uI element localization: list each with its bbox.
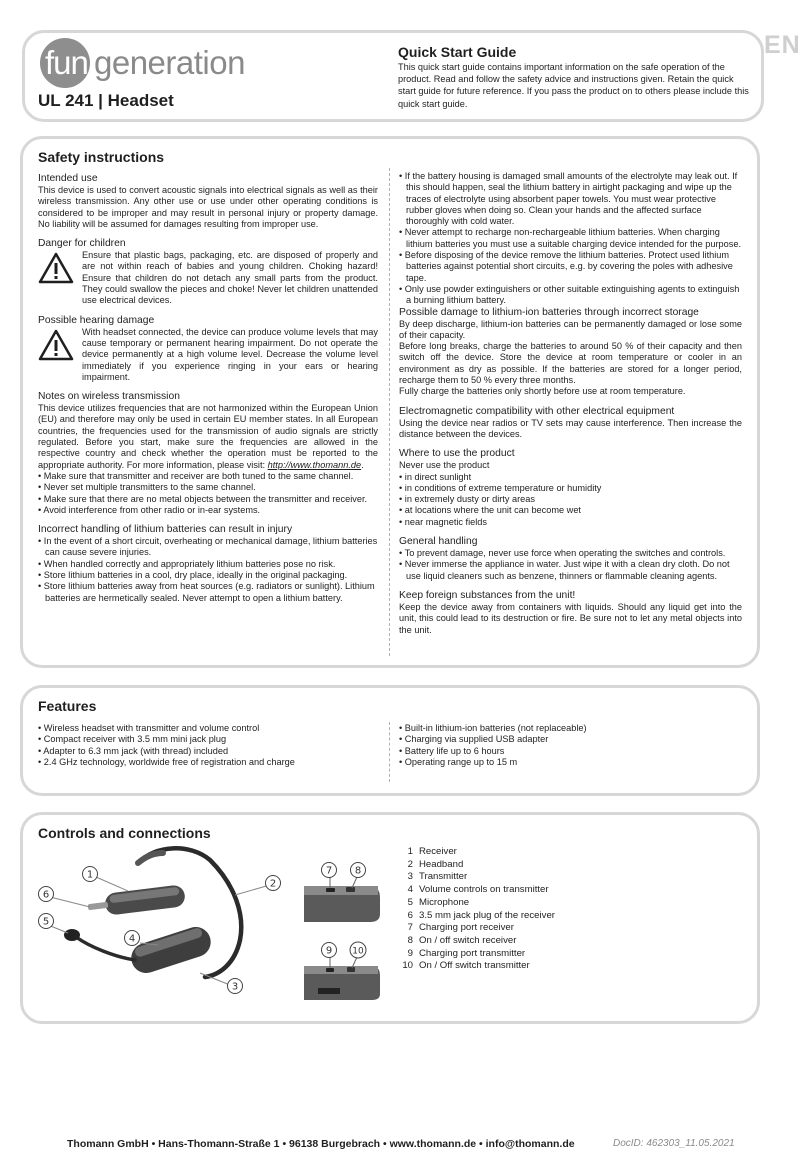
- children-text: Ensure that plastic bags, packaging, etc. are disposed of properly and are not within reach of babies and young children. Choking hazard! Ensure that children do not detach any small parts from the product. They could swallow the pieces and choke! Never let children unattended use electrical devices.: [82, 250, 378, 306]
- list-item: • Only use powder extinguishers or other suitable extinguishing agents to extinguish a burning lithium battery.: [399, 284, 742, 307]
- safety-column-divider: [389, 168, 390, 656]
- hearing-heading: Possible hearing damage: [38, 314, 155, 326]
- callout-1: [83, 867, 98, 882]
- list-item: • Charging via supplied USB adapter: [399, 734, 739, 745]
- transmitter-end-detail: [304, 942, 380, 1000]
- intended-use-section: [38, 173, 378, 230]
- list-item: 2 Headband: [407, 858, 464, 870]
- list-item: • Store lithium batteries in a cool, dry place, ideally in the original packaging.: [38, 570, 378, 581]
- list-item: • in conditions of extreme temperature or humidity: [399, 483, 742, 494]
- intended-use-text: This device is used to convert acoustic signals into electrical signals as well as their wireless transmission. Any other use or use under other operating conditions is considered to be improper and may result in personal injury or property damage. No liability will be assumed for damages resulting from improper use.: [38, 185, 378, 229]
- where-heading: Where to use the product: [399, 448, 515, 460]
- list-item: • Before disposing of the device remove the lithium batteries. Protect used lithium batteries against potential short circuits, e.g. by covering the poles with adhesive tape.: [399, 250, 742, 284]
- list-item: 5 Microphone: [407, 896, 470, 908]
- thomann-link[interactable]: http://www.thomann.de: [267, 459, 362, 470]
- list-item: • When handled correctly and appropriately lithium batteries pose no risk.: [38, 559, 378, 570]
- children-heading: Danger for children: [38, 238, 126, 250]
- safety-title: Safety instructions: [38, 149, 165, 165]
- callout-10: 10: [352, 946, 364, 957]
- logo-text-fun: fun: [45, 44, 88, 81]
- foreign-section: [399, 590, 742, 636]
- safety-right-column: [399, 171, 742, 644]
- warning-triangle-icon: [38, 252, 74, 284]
- wireless-text-body: This device utilizes frequencies that are not harmonized within the European Union (EU) and therefore may only be used in certain EU member states. In all European countries, the frequencies used for the transmission of audio signals are strictly regulated. Before you start, make sure the frequencies are allowed in the respective country and check whether the operation must be reported to the appropriate authority. For more information, please visit:: [38, 403, 378, 470]
- general-section: [399, 536, 742, 582]
- callout-4: [125, 931, 140, 946]
- list-item: • in extremely dusty or dirty areas: [399, 494, 742, 505]
- list-item: 6 3.5 mm jack plug of the receiver: [407, 909, 555, 921]
- list-item: • at locations where the unit can become wet: [399, 505, 742, 516]
- children-section: [38, 238, 378, 306]
- list-item: 7 Charging port receiver: [407, 922, 514, 934]
- features-title: Features: [38, 698, 97, 714]
- foreign-heading: Keep foreign substances from the unit!: [399, 589, 576, 601]
- product-title: UL 241 | Headset: [38, 91, 174, 110]
- features-column-divider: [389, 722, 390, 782]
- list-item: 1 Receiver: [407, 846, 457, 857]
- emc-section: [399, 406, 742, 441]
- list-item: • Store lithium batteries away from heat sources (e.g. radiators or sunlight). Lithium batteries are hermetically sealed. Never attempt to open a lithium battery.: [38, 581, 378, 604]
- link-suffix: .: [361, 459, 364, 470]
- footer-address: Thomann GmbH • Hans-Thomann-Straße 1 • 96138 Burgebrach • www.thomann.de • info@thomann.de: [67, 1138, 575, 1150]
- port-detail-illustrations: [300, 858, 385, 1003]
- lithium-handling-heading: Incorrect handling of lithium batteries can result in injury: [38, 524, 293, 536]
- list-item: • Never immerse the appliance in water. Just wipe it with a clean dry cloth. Do not use liquid cleaners such as benzene, thinners or flammable cleaning agents.: [399, 559, 742, 582]
- quick-start-text: This quick start guide contains important information on the safe operation of the product. Read and follow the safety advice and instructions given. Retain the quick start guide for future reference. If you pass the product on to others please include this quick start guide.: [398, 62, 749, 109]
- receiver-end-detail: [304, 863, 380, 923]
- list-item: 9 Charging port transmitter: [407, 947, 526, 959]
- where-intro: Never use the product: [399, 460, 490, 471]
- safety-left-column: [38, 173, 378, 612]
- wireless-heading: Notes on wireless transmission: [38, 391, 180, 403]
- list-item: 8 On / off switch receiver: [407, 934, 517, 946]
- receiver-body: [88, 884, 186, 916]
- callout-3: [228, 979, 243, 994]
- foreign-text: Keep the device away from containers with liquids. Should any liquid get into the unit, this could lead to its destruction or fire. Be sure not to let any metal objects into the unit.: [399, 601, 742, 635]
- features-left-list: [38, 723, 378, 768]
- logo-text-generation: generation: [94, 44, 245, 81]
- list-item: • Wireless headset with transmitter and volume control: [38, 723, 378, 734]
- callout-9: 9: [325, 945, 333, 957]
- lithium-storage-para: Before long breaks, charge the batteries to around 50 % of their capacity and then switch off the device. Store the device at room temperature or cooler in an environment as dry as possible. If the batteries are stored for a longer period, recharge them to 50 % every three months.: [399, 341, 742, 386]
- list-item: • Never set multiple transmitters to the same channel.: [38, 482, 378, 493]
- emc-heading: Electromagnetic compatibility with other electrical equipment: [399, 405, 675, 417]
- list-item: • 2.4 GHz technology, worldwide free of registration and charge: [38, 757, 378, 768]
- list-item: • Never attempt to recharge non-rechargeable lithium batteries. When charging lithium batteries you must use a suitable charging device intended for the purpose.: [399, 227, 742, 250]
- list-item: 4 Volume controls on transmitter: [407, 884, 549, 896]
- svg-text:4: 4: [128, 933, 136, 945]
- lithium-storage-para: By deep discharge, lithium-ion batteries can be permanently damaged or lose some of their capacity.: [399, 318, 742, 340]
- list-item: • near magnetic fields: [399, 517, 742, 528]
- list-item: • Adapter to 6.3 mm jack (with thread) included: [38, 746, 378, 757]
- list-item: • in direct sunlight: [399, 472, 742, 483]
- intended-use-heading: Intended use: [38, 173, 98, 184]
- list-item: • To prevent damage, never use force when operating the switches and controls.: [399, 548, 742, 559]
- where-bullets: [399, 472, 742, 528]
- quick-start-title: Quick Start Guide: [398, 44, 517, 60]
- general-heading: General handling: [399, 536, 478, 548]
- svg-text:1: 1: [86, 869, 94, 881]
- lithium-storage-section: [399, 307, 742, 398]
- list-item: • Battery life up to 6 hours: [399, 746, 739, 757]
- svg-text:2: 2: [269, 878, 277, 890]
- callout-7: 7: [325, 865, 333, 877]
- svg-text:6: 6: [42, 889, 50, 901]
- list-item: • Avoid interference from other radio or in-ear systems.: [38, 505, 378, 516]
- where-section: [399, 448, 742, 528]
- lithium-storage-heading: Possible damage to lithium-ion batteries through incorrect storage: [399, 306, 699, 318]
- list-item: • Compact receiver with 3.5 mm mini jack plug: [38, 734, 378, 745]
- list-item: • Built-in lithium-ion batteries (not replaceable): [399, 723, 739, 734]
- lithium-handling-section: [38, 524, 378, 604]
- emc-text: Using the device near radios or TV sets may cause interference. Then increase the distance between the devices.: [399, 417, 742, 439]
- wireless-section: [38, 391, 378, 516]
- list-item: • In the event of a short circuit, overheating or mechanical damage, lithium batteries can cause severe injuries.: [38, 536, 378, 559]
- svg-text:3: 3: [231, 981, 239, 993]
- controls-title: Controls and connections: [38, 825, 211, 841]
- callout-5: [39, 914, 54, 929]
- list-item: • If the battery housing is damaged small amounts of the electrolyte may leak out. If this should happen, seal the lithium battery in airtight packaging and wipe up the traces of electrolyte using absorbent paper towels. You must wear protective rubber gloves when doing so. Clean your hands and the affected surface thoroughly with cold water.: [399, 171, 742, 227]
- list-item: 3 Transmitter: [407, 871, 468, 883]
- list-item: • Make sure that transmitter and receiver are both tuned to the same channel.: [38, 471, 378, 482]
- callout-2: [266, 876, 281, 891]
- list-item: • Make sure that there are no metal objects between the transmitter and receiver.: [38, 494, 378, 505]
- callout-6: [39, 887, 54, 902]
- callout-8: 8: [354, 865, 362, 877]
- hearing-text: With headset connected, the device can produce volume levels that may cause temporary or permanent hearing impairment. Do not operate the device permanently at a high volume level. Decrease the volume level immediately if you experience ringing in your ears or hearing impairment.: [82, 326, 378, 382]
- general-bullets: [399, 548, 742, 582]
- lithium-bullets-continued: [399, 171, 742, 307]
- warning-triangle-icon: [38, 329, 74, 361]
- svg-text:5: 5: [42, 916, 50, 928]
- headset-illustration: [30, 845, 290, 1005]
- document-id: DocID: 462303_11.05.2021: [613, 1138, 735, 1149]
- list-item: • Operating range up to 15 m: [399, 757, 739, 768]
- lithium-handling-bullets: [38, 536, 378, 604]
- wireless-bullets: [38, 471, 378, 516]
- lithium-storage-para: Fully charge the batteries only shortly before use at room temperature.: [399, 386, 686, 397]
- language-badge: EN: [764, 31, 801, 59]
- features-right-list: [399, 723, 739, 768]
- hearing-section: [38, 315, 378, 383]
- wireless-text: [38, 403, 378, 471]
- list-item: 10 On / Off switch transmitter: [402, 960, 530, 972]
- transmitter-body: [127, 923, 214, 977]
- microphone: [64, 929, 80, 941]
- controls-list: [401, 846, 555, 973]
